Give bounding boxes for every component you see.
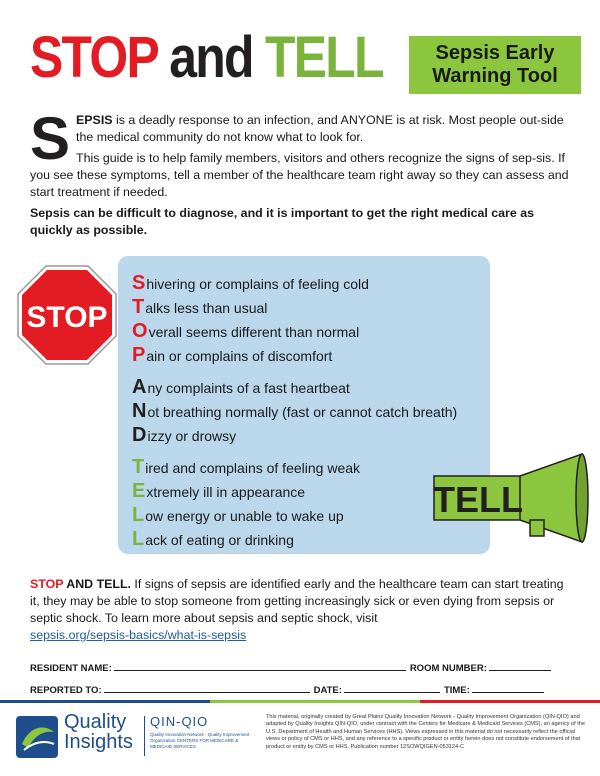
footer-disclaimer: This material, originally created by Great Plains Quality Innovation Network - Quality Improvement Organization (QIN-QIO) and adapted by Quality Insights QIN-QIO, under contract with the Centers for Medicare & Medicaid Services (CMS), an agency of the U.S. Department of Health and Human Services (HHS). Views expressed in this material do not necessarily reflect the official views or policy of CMS or HHS, and any reference to a specific product or entity herein does not constitute endorsement of that product or entity by CMS or HHS. Publication number 12SOWQIGEN-053124-C xyxy=(266,714,585,750)
mnemonic-item xyxy=(132,272,369,295)
logo-subtext: Quality Innovation Network - Quality Improvement Organization CENTERS FOR MEDICARE & MEDICAID SERVICES xyxy=(150,732,250,749)
mnemonic-item xyxy=(132,296,267,319)
stop-sign-icon xyxy=(16,264,118,366)
mnemonic-letter: S xyxy=(132,272,146,294)
mnemonic-letter: E xyxy=(132,480,146,502)
mnemonic-letter: T xyxy=(132,456,145,478)
bottom-lead-and-tell: AND TELL. xyxy=(63,577,131,591)
mnemonic-text: ny complaints of a fast heartbeat xyxy=(147,380,350,396)
time-label: TIME: xyxy=(443,685,470,696)
megaphone-icon xyxy=(432,448,592,548)
drop-cap: S xyxy=(30,105,71,172)
mnemonic-letter: O xyxy=(132,320,148,342)
intro-section xyxy=(30,105,570,243)
date-label: DATE: xyxy=(313,685,342,696)
bottom-paragraph xyxy=(30,576,575,644)
mnemonic-text: ack of eating or drinking xyxy=(145,532,294,548)
form-row-1 xyxy=(30,660,555,674)
mnemonic-item xyxy=(132,400,457,423)
resident-name-field[interactable] xyxy=(114,660,406,671)
room-number-field[interactable] xyxy=(489,660,551,671)
mnemonic-letter: D xyxy=(132,424,147,446)
mnemonic-item xyxy=(132,344,332,367)
mnemonic-text: hivering or complains of feeling cold xyxy=(146,276,369,292)
logo-line-2: Insights xyxy=(64,731,133,753)
intro-paragraph-2: This guide is to help family members, visitors and others recognize the signs of sep-sis. If you see these symptoms, tell a member of the healthcare team right away so they can assess and start treatment if needed. xyxy=(30,151,569,199)
mnemonic-text: alks less than usual xyxy=(145,300,268,316)
bottom-lead-stop: STOP xyxy=(30,577,64,591)
title-tell: TELL xyxy=(264,25,383,90)
resident-name-label: RESIDENT NAME: xyxy=(30,663,112,674)
room-number-label: ROOM NUMBER: xyxy=(409,663,487,674)
logo-wordmark xyxy=(64,712,133,752)
reported-to-field[interactable] xyxy=(104,682,310,693)
bottom-text: If signs of sepsis are identified early and the healthcare team can start treating it, they may be able to stop someone from getting increasingly sick or even dying from sepsis or septic shock. To learn more about sepsis and septic shock, visit xyxy=(30,577,564,625)
form-row-2 xyxy=(30,682,548,696)
reported-to-label: REPORTED TO: xyxy=(30,685,102,696)
mnemonic-text: ain or complains of discomfort xyxy=(146,348,333,364)
logo-divider xyxy=(144,716,145,756)
mnemonic-letter: L xyxy=(132,504,145,526)
intro-paragraph-3: Sepsis can be difficult to diagnose, and it is important to get the right medical care as quickly as possible. xyxy=(30,206,534,237)
intro-bold-word: EPSIS xyxy=(76,113,113,127)
logo-qin-qio: QIN-QIO xyxy=(150,714,209,729)
mnemonic-item xyxy=(132,320,359,343)
stop-sign-text: STOP xyxy=(26,301,108,334)
mnemonic-text: izzy or drowsy xyxy=(147,428,237,444)
quality-insights-logo-icon xyxy=(14,714,60,760)
title-and: and xyxy=(169,25,253,90)
mnemonic-letter: T xyxy=(132,296,145,318)
mnemonic-item xyxy=(132,456,360,479)
mnemonic-text: verall seems different than normal xyxy=(148,324,360,340)
mnemonic-letter: L xyxy=(132,528,145,550)
mnemonic-letter: P xyxy=(132,344,146,366)
tool-badge xyxy=(409,36,581,94)
intro-paragraph-1 xyxy=(30,112,570,146)
time-field[interactable] xyxy=(472,682,544,693)
badge-line-2: Warning Tool xyxy=(432,65,558,87)
sepsis-info-link[interactable]: sepsis.org/sepsis-basics/what-is-sepsis xyxy=(30,628,247,642)
tell-sign-text: TELL xyxy=(433,479,523,520)
title-stop: STOP xyxy=(30,25,158,90)
mnemonic-item xyxy=(132,480,305,503)
date-field[interactable] xyxy=(344,682,440,693)
mnemonic-text: ired and complains of feeling weak xyxy=(145,460,361,476)
mnemonic-text: xtremely ill in appearance xyxy=(146,484,306,500)
mnemonic-letter: N xyxy=(132,400,147,422)
footer-stripe xyxy=(0,700,600,703)
mnemonic-item xyxy=(132,424,236,447)
mnemonic-letter: A xyxy=(132,376,147,398)
mnemonic-item xyxy=(132,528,294,551)
mnemonic-text: ot breathing normally (fast or cannot catch breath) xyxy=(147,404,458,420)
intro-p1-text: is a deadly response to an infection, and ANYONE is at risk. Most people out-side the medical community do not know what to look for. xyxy=(76,113,564,144)
page-title xyxy=(30,26,383,90)
mnemonic-item xyxy=(132,376,350,399)
logo-line-1: Quality xyxy=(64,711,127,733)
mnemonic-text: ow energy or unable to wake up xyxy=(145,508,344,524)
badge-line-1: Sepsis Early xyxy=(435,42,555,64)
mnemonic-item xyxy=(132,504,344,527)
